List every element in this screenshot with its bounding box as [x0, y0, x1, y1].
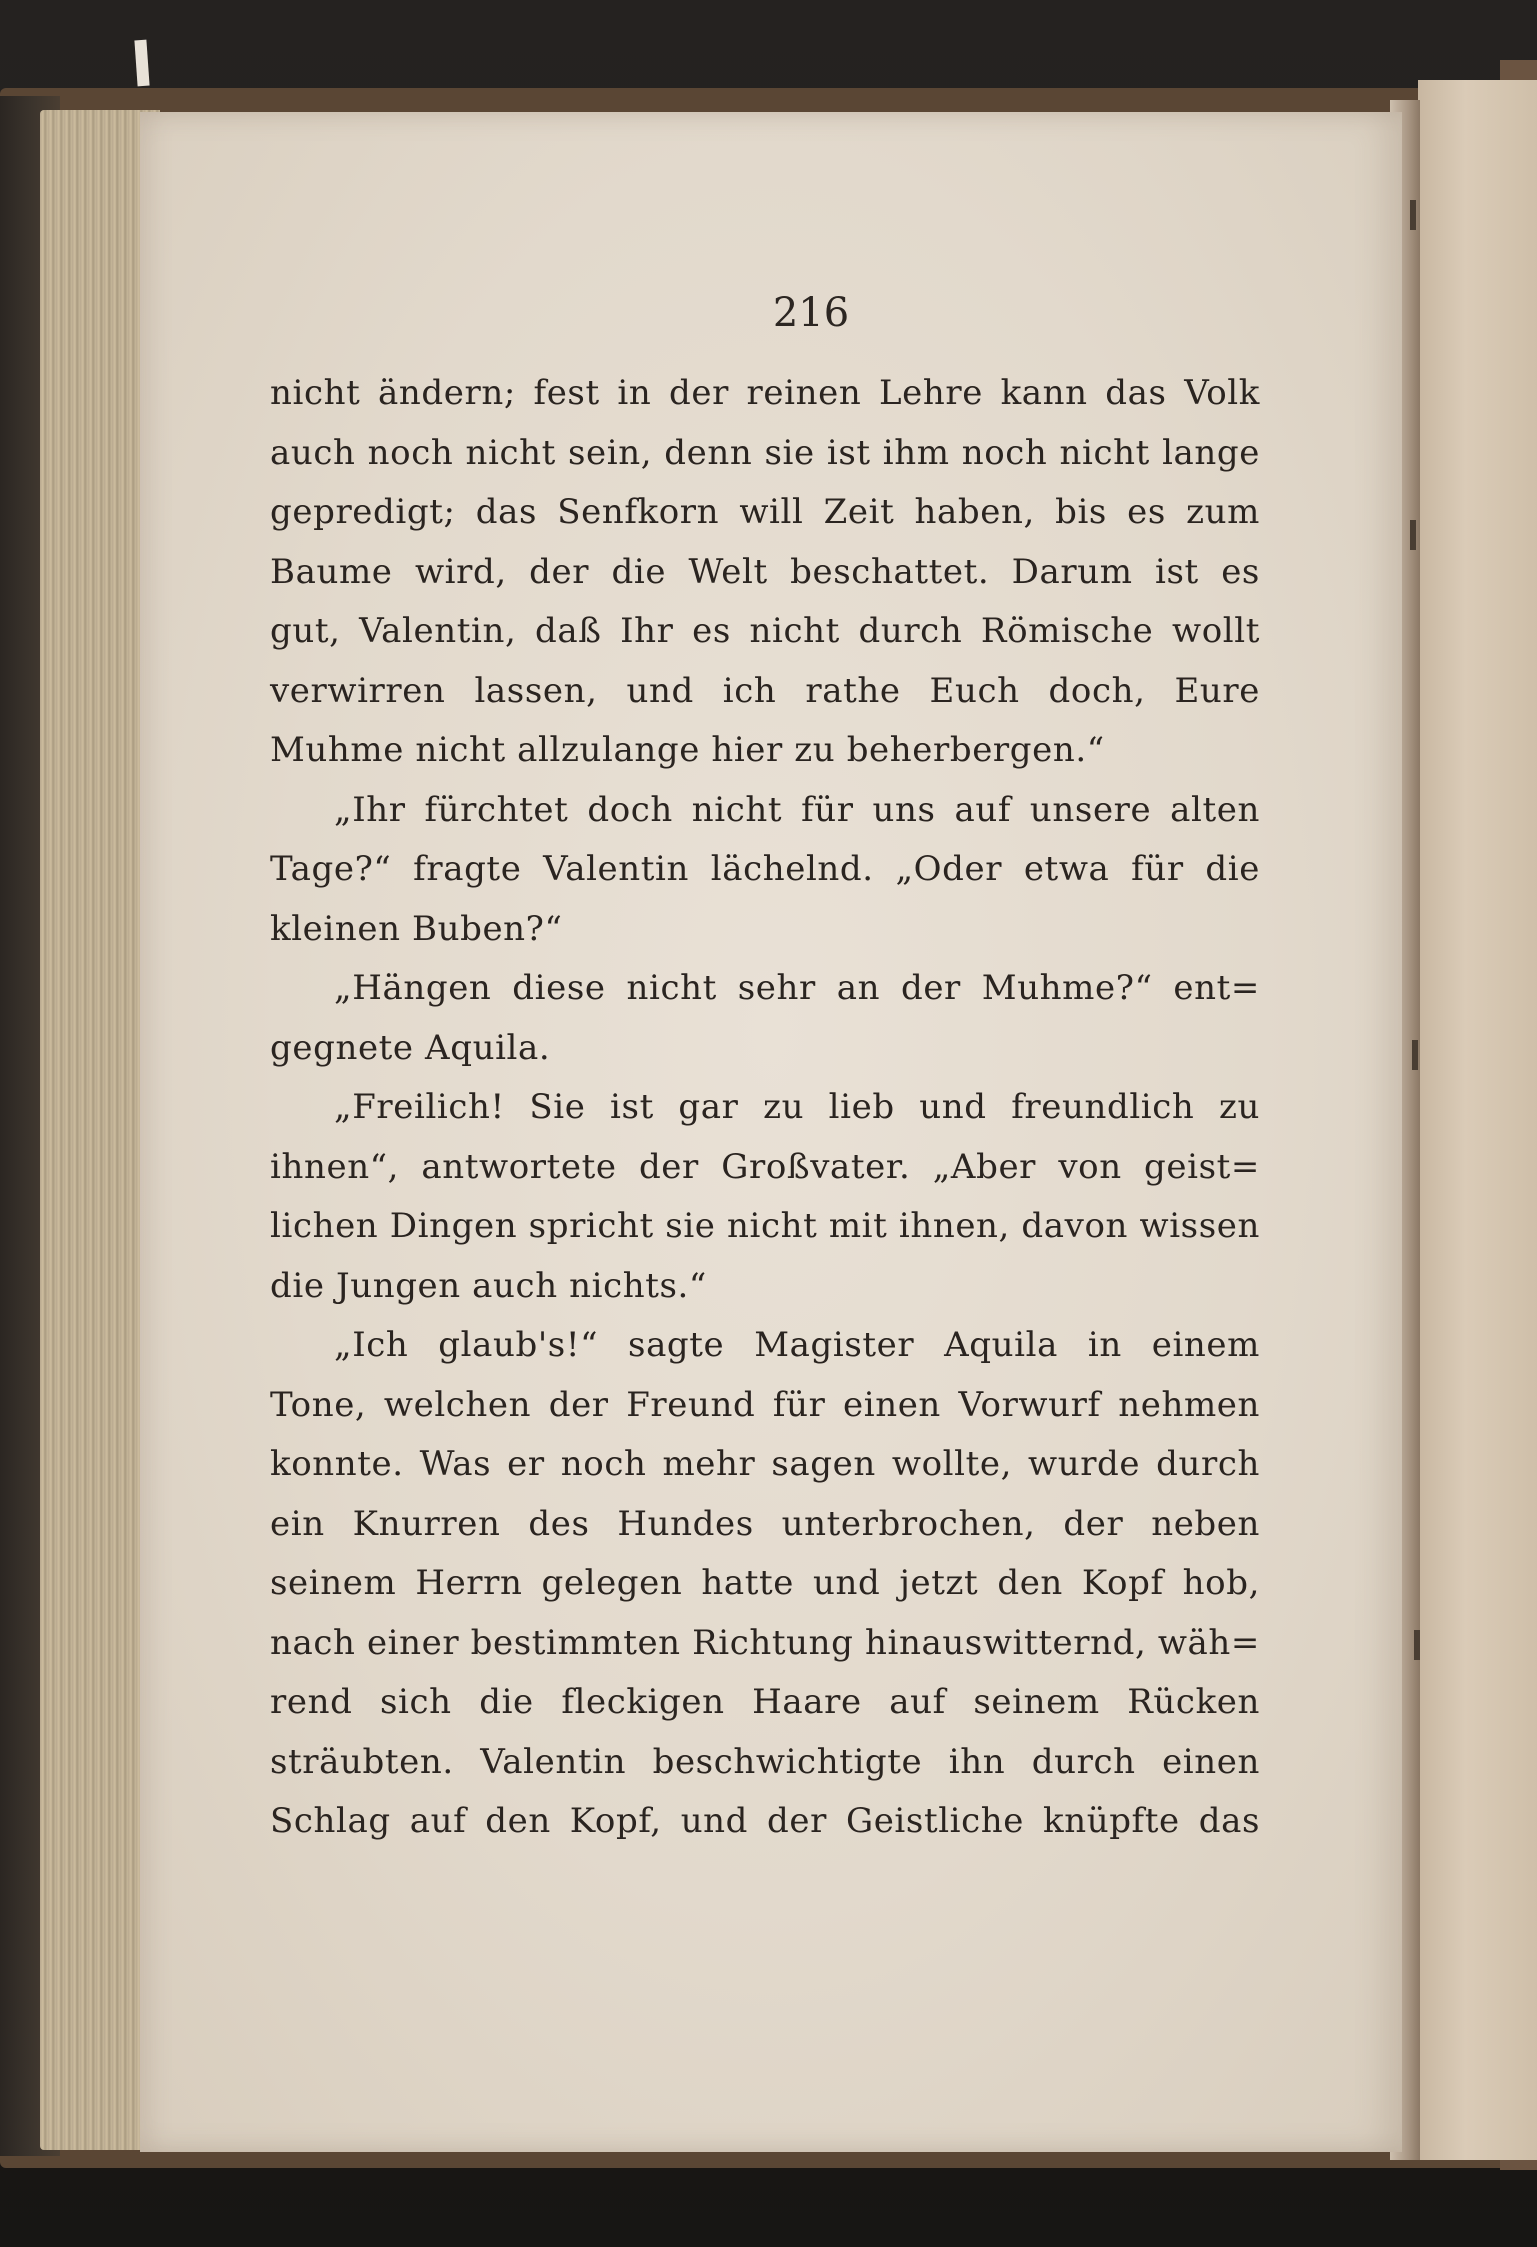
text-line: sträubten. Valentin beschwichtigte ihn durch einen — [270, 1741, 1260, 1782]
text-line: nicht ändern; fest in der reinen Lehre kann das Volk — [270, 373, 1260, 413]
gutter-thread-mark — [1410, 520, 1416, 550]
text-line: ihnen“, antwortete der Großvater. „Aber von geist= — [270, 1146, 1260, 1187]
text-line: Tage?“ fragte Valentin lächelnd. „Oder etwa für die — [270, 849, 1260, 889]
text-line: lichen Dingen spricht sie nicht mit ihnen, davon wissen — [270, 1206, 1260, 1246]
text-line: „Hängen diese nicht sehr an der Muhme?“ ent= — [334, 968, 1260, 1008]
facing-page — [1418, 80, 1537, 2160]
gutter-thread-mark — [1412, 1040, 1418, 1070]
bookmark-tab — [134, 40, 149, 87]
text-line: kleinen Buben?“ — [270, 908, 563, 949]
text-line: nach einer bestimmten Richtung hinauswitternd, wäh= — [270, 1622, 1260, 1663]
text-line: Schlag auf den Kopf, und der Geistliche knüpfte das — [270, 1801, 1260, 1841]
text-line: rend sich die fleckigen Haare auf seinem Rücken — [270, 1682, 1260, 1722]
text-line: Baume wird, der die Welt beschattet. Darum ist es — [270, 551, 1260, 592]
gutter-thread-mark — [1414, 1630, 1420, 1660]
text-line: „Ich glaub's!“ sagte Magister Aquila in einem — [334, 1325, 1260, 1365]
gutter-thread-mark — [1410, 200, 1416, 230]
text-line: gegnete Aquila. — [270, 1027, 551, 1068]
book-page — [140, 112, 1402, 2152]
text-line: gepredigt; das Senfkorn will Zeit haben, bis es zum — [270, 492, 1260, 532]
page-number: 216 — [772, 290, 850, 336]
text-line: konnte. Was er noch mehr sagen wollte, wurde durch — [270, 1444, 1260, 1484]
text-line: „Freilich! Sie ist gar zu lieb und freundlich zu — [334, 1087, 1260, 1127]
text-line: ein Knurren des Hundes unterbrochen, der neben — [270, 1503, 1260, 1544]
text-line: „Ihr fürchtet doch nicht für uns auf unsere alten — [334, 789, 1260, 830]
page-text — [270, 364, 1260, 1852]
text-line: gut, Valentin, daß Ihr es nicht durch Römische wollt — [270, 611, 1260, 651]
text-line: Tone, welchen der Freund für einen Vorwurf nehmen — [270, 1384, 1260, 1425]
text-line: auch noch nicht sein, denn sie ist ihm noch nicht lange — [270, 432, 1260, 473]
text-line: seinem Herrn gelegen hatte und jetzt den Kopf hob, — [270, 1563, 1260, 1603]
text-line: die Jungen auch nichts.“ — [270, 1265, 707, 1306]
text-line: verwirren lassen, und ich rathe Euch doch, Eure — [270, 670, 1260, 711]
text-line: Muhme nicht allzulange hier zu beherbergen.“ — [270, 730, 1105, 770]
